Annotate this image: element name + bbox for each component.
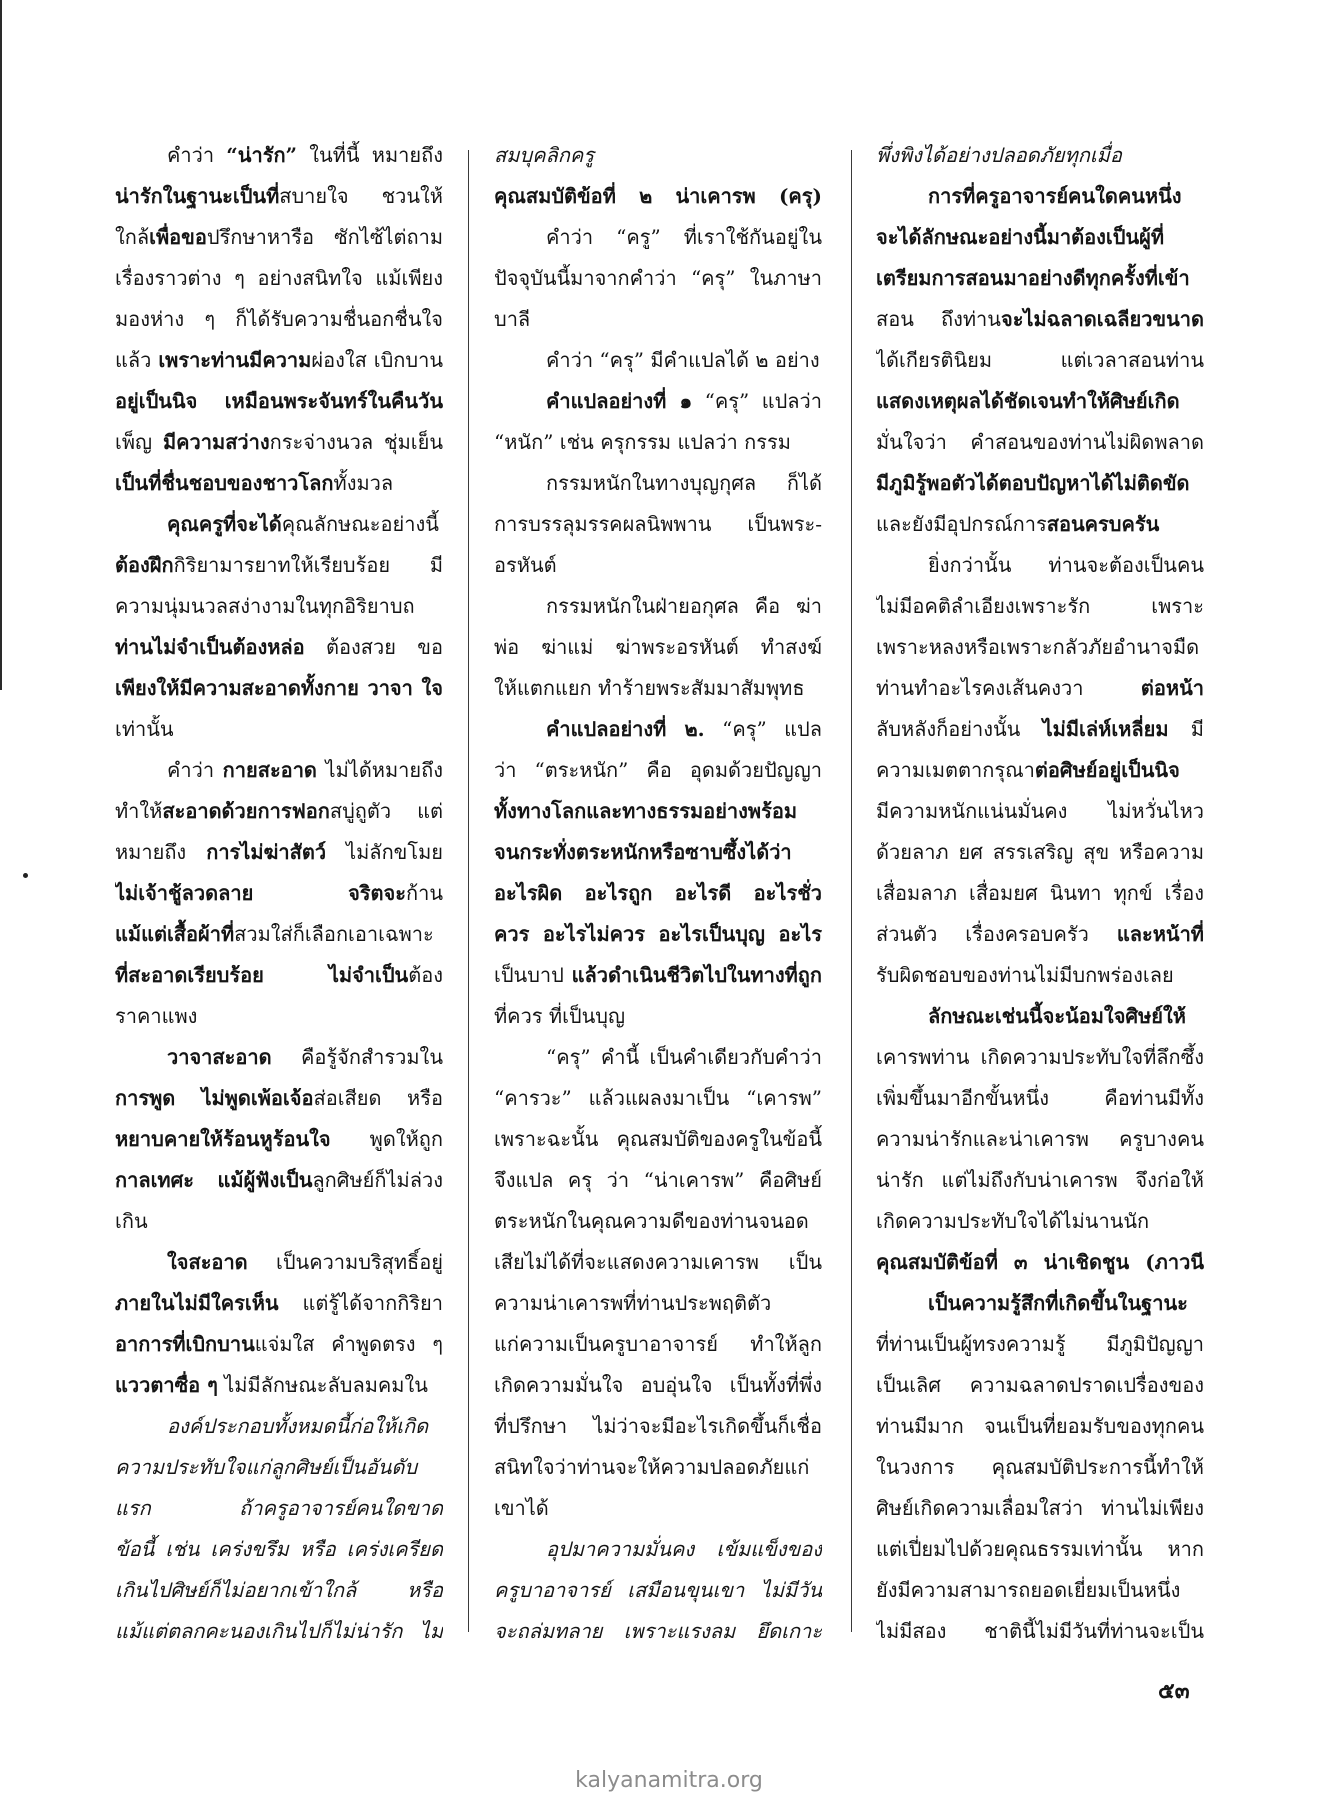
text-run: ความเมตตากรุณา bbox=[876, 758, 1035, 782]
text-line bbox=[876, 1406, 1204, 1447]
text-run: ที่ควร ที่เป็นบุญ bbox=[494, 1004, 626, 1028]
text-line bbox=[876, 1324, 1204, 1365]
text-line bbox=[876, 1160, 1204, 1201]
text-line bbox=[494, 1242, 822, 1283]
text-line bbox=[115, 586, 443, 627]
watermark-text: kalyanamitra.org bbox=[575, 1768, 763, 1793]
text-run: ให้แตกแยก ทำร้ายพระสัมมาสัมพุทธ bbox=[494, 676, 805, 700]
bold-text-run: มีความสว่าง bbox=[162, 430, 270, 454]
bold-text-run: คำแปลอย่างที่ ๑ bbox=[546, 389, 693, 413]
text-line bbox=[494, 135, 822, 176]
text-run: ในวงการ คุณสมบัติประการนี้ทำให้ bbox=[876, 1455, 1204, 1479]
bold-text-run: สะอาดด้วยการฟอก bbox=[162, 799, 330, 823]
text-run: ด้วยลาภ ยศ สรรเสริญ สุข หรือความ bbox=[876, 840, 1204, 864]
paragraph bbox=[494, 340, 822, 381]
text-run: กรรมหนักในฝ่ายอกุศล คือ ฆ่า bbox=[546, 594, 822, 618]
bold-text-run: แสดงเหตุผลได้ชัดเจนทำให้ศิษย์เกิด bbox=[876, 389, 1180, 413]
bold-text-run: ภายในไม่มีใครเห็น bbox=[115, 1291, 279, 1315]
text-run: เกิดความประทับใจได้ไม่นานนัก bbox=[876, 1209, 1150, 1233]
text-run: ทั้งมวล bbox=[333, 471, 394, 495]
text-run: เสื่อมลาภ เสื่อมยศ นินทา ทุกข์ เรื่อง bbox=[876, 881, 1204, 905]
text-line bbox=[494, 914, 822, 955]
text-column-middle bbox=[494, 135, 822, 1652]
text-line bbox=[115, 1529, 443, 1570]
text-line bbox=[494, 381, 822, 422]
italic-text-run: จะถล่มทลาย เพราะแรงลม ยึดเกาะ bbox=[494, 1619, 822, 1643]
italic-text-run: เกินไปศิษย์ก็ไม่อยากเข้าใกล้ หรือ bbox=[115, 1578, 443, 1602]
paragraph bbox=[115, 504, 443, 750]
text-run: คือรู้จักสำรวมใน bbox=[271, 1045, 443, 1069]
bold-text-run: คุณสมบัติข้อที่ ๓ น่าเชิดชูน (ภาวนี bbox=[876, 1250, 1204, 1274]
text-line bbox=[494, 1160, 822, 1201]
bold-text-run: วาจาสะอาด bbox=[167, 1045, 272, 1069]
text-run: ส่อเสียด หรือ bbox=[313, 1086, 443, 1110]
text-run: คำว่า bbox=[167, 758, 223, 782]
text-line bbox=[494, 750, 822, 791]
text-line bbox=[494, 1283, 822, 1324]
paragraph bbox=[494, 381, 822, 463]
text-line bbox=[876, 545, 1204, 586]
text-run: ลับหลังก็อย่างนั้น bbox=[876, 717, 1043, 741]
text-line bbox=[876, 750, 1204, 791]
text-run: ไม่มีอคติลำเอียงเพราะรัก เพราะ bbox=[876, 594, 1204, 618]
text-line bbox=[494, 1201, 822, 1242]
bold-text-run: สอนครบครัน bbox=[1046, 512, 1160, 536]
text-line bbox=[494, 1037, 822, 1078]
bold-text-run: อะไรผิด อะไรถูก อะไรดี อะไรชั่ว bbox=[494, 881, 822, 905]
text-run: ที่ปรึกษา ไม่ว่าจะมีอะไรเกิดขึ้นก็เชื่อ bbox=[494, 1414, 822, 1438]
text-line bbox=[876, 1119, 1204, 1160]
text-line bbox=[876, 217, 1204, 258]
text-line bbox=[115, 463, 443, 504]
text-line bbox=[494, 627, 822, 668]
text-line bbox=[876, 627, 1204, 668]
bold-text-run: อยู่เป็นนิจ เหมือนพระจันทร์ในคืนวัน bbox=[115, 389, 443, 413]
paragraph bbox=[494, 709, 822, 1037]
text-run: ต้อง bbox=[408, 963, 443, 987]
text-run: ปรึกษาหารือ ซักไซ้ไต่ถาม bbox=[206, 225, 443, 249]
text-line bbox=[494, 1611, 822, 1652]
text-line bbox=[494, 709, 822, 750]
text-run: มองห่าง ๆ ก็ได้รับความชื่นอกชื่นใจ bbox=[115, 307, 443, 331]
text-line bbox=[494, 1570, 822, 1611]
bold-text-run: จนกระทั่งตระหนักหรือซาบซึ้งได้ว่า bbox=[494, 840, 792, 864]
text-run: ความน่ารักและน่าเคารพ ครูบางคน bbox=[876, 1127, 1204, 1151]
text-run: ใกล้ bbox=[115, 225, 150, 249]
text-run: กระจ่างนวล ชุ่มเย็น bbox=[269, 430, 443, 454]
paragraph bbox=[876, 176, 1204, 545]
text-run: พูดให้ถูก bbox=[330, 1127, 443, 1151]
text-run: แล้ว bbox=[115, 348, 159, 372]
paragraph bbox=[115, 1406, 443, 1652]
text-line bbox=[494, 463, 822, 504]
text-line bbox=[115, 873, 443, 914]
scan-speck bbox=[23, 873, 28, 878]
text-run: ยังมีความสามารถยอดเยี่ยมเป็นหนึ่ง bbox=[876, 1578, 1181, 1602]
text-run: ส่วนตัว เรื่องครอบครัว bbox=[876, 922, 1117, 946]
text-line bbox=[115, 1447, 443, 1488]
text-line bbox=[876, 504, 1204, 545]
text-line bbox=[115, 1078, 443, 1119]
text-run: ไม่มีลักษณะลับลมคมใน bbox=[217, 1373, 428, 1397]
paragraph bbox=[876, 545, 1204, 996]
section-heading bbox=[494, 176, 822, 217]
text-line bbox=[876, 1201, 1204, 1242]
text-line bbox=[494, 955, 822, 996]
text-line bbox=[115, 422, 443, 463]
page-number: ๕๓ bbox=[1158, 1678, 1190, 1704]
text-run: ปัจจุบันนี้มาจากคำว่า “ครุ” ในภาษา bbox=[494, 266, 822, 290]
bold-text-run: ใจสะอาด bbox=[167, 1250, 248, 1274]
text-run: หมายถึง bbox=[115, 840, 207, 864]
text-run: เคารพท่าน เกิดความประทับใจที่ลึกซึ้ง bbox=[876, 1045, 1204, 1069]
text-line bbox=[115, 668, 443, 709]
text-line bbox=[115, 545, 443, 586]
text-run: ความนุ่มนวลสง่างามในทุกอิริยาบถ bbox=[115, 594, 415, 618]
text-run: เกิน bbox=[115, 1209, 148, 1233]
text-line bbox=[115, 955, 443, 996]
text-line bbox=[494, 258, 822, 299]
text-run: เพราะหลงหรือเพราะกลัวภัยอำนาจมืด bbox=[876, 635, 1200, 659]
text-run: สนิทใจว่าท่านจะให้ความปลอดภัยแก่ bbox=[494, 1455, 810, 1479]
bold-text-run: ไม่มีเล่ห์เหลี่ยม bbox=[1042, 717, 1169, 741]
text-run: ท่านทำอะไรคงเส้นคงวา bbox=[876, 676, 1141, 700]
text-line bbox=[115, 914, 443, 955]
bold-text-run: คุณครูที่จะได้ bbox=[167, 512, 282, 536]
text-line bbox=[115, 135, 443, 176]
bold-text-run: ต่อหน้า bbox=[1140, 676, 1204, 700]
bold-text-run: การที่ครูอาจารย์คนใดคนหนึ่ง bbox=[928, 184, 1182, 208]
text-run: แก่ความเป็นครูบาอาจารย์ ทำให้ลูก bbox=[494, 1332, 822, 1356]
text-line bbox=[876, 176, 1204, 217]
text-line bbox=[494, 1119, 822, 1160]
text-line bbox=[115, 1570, 443, 1611]
text-run: ในที่นี้ หมายถึง bbox=[297, 143, 443, 167]
text-run: เกิดความมั่นใจ อบอุ่นใจ เป็นทั้งที่พึ่ง bbox=[494, 1373, 822, 1397]
text-run: รับผิดชอบของท่านไม่มีบกพร่องเลย bbox=[876, 963, 1174, 987]
text-line bbox=[494, 1324, 822, 1365]
bold-text-run: จะได้ลักษณะอย่างนี้มาต้องเป็นผู้ที่ bbox=[876, 225, 1165, 249]
text-run: เท่านั้น bbox=[115, 717, 174, 741]
text-run: ศิษย์เกิดความเลื่อมใสว่า ท่านไม่เพียง bbox=[876, 1496, 1204, 1520]
text-line bbox=[876, 1365, 1204, 1406]
text-line bbox=[115, 1406, 443, 1447]
text-line bbox=[115, 1242, 443, 1283]
text-line bbox=[876, 955, 1204, 996]
paragraph bbox=[876, 135, 1204, 176]
text-line bbox=[494, 668, 822, 709]
bold-text-run: เป็นที่ชื่นชอบของชาวโลก bbox=[115, 471, 334, 495]
text-run: เขาได้ bbox=[494, 1496, 549, 1520]
text-line bbox=[876, 422, 1204, 463]
text-line bbox=[115, 299, 443, 340]
text-run: ไม่มีสอง ชาตินี้ไม่มีวันที่ท่านจะเป็น bbox=[876, 1619, 1204, 1643]
italic-text-run: แม้แต่ตลกคะนองเกินไปก็ไม่น่ารัก ไม่ bbox=[115, 1619, 443, 1643]
text-run: ยิ่งกว่านั้น ท่านจะต้องเป็นคน bbox=[928, 553, 1204, 577]
bold-text-run: แล้วดำเนินชีวิตไปในทางที่ถูก bbox=[571, 963, 822, 987]
text-line bbox=[876, 381, 1204, 422]
text-run: เพ็ญ bbox=[115, 430, 163, 454]
text-line bbox=[115, 176, 443, 217]
bold-text-run: การพูด ไม่พูดเพ้อเจ้อ bbox=[115, 1086, 314, 1110]
text-run: เป็นความบริสุทธิ์อยู่ bbox=[247, 1250, 443, 1274]
text-line bbox=[876, 1447, 1204, 1488]
paragraph bbox=[115, 1037, 443, 1242]
text-run: ตระหนักในคุณความดีของท่านจนอด bbox=[494, 1209, 809, 1233]
text-run: คำว่า “ครู” ที่เราใช้กันอยู่ใน bbox=[546, 225, 822, 249]
text-line bbox=[115, 1365, 443, 1406]
paragraph bbox=[115, 750, 443, 1037]
text-line bbox=[876, 709, 1204, 750]
text-line bbox=[494, 586, 822, 627]
paragraph bbox=[494, 135, 822, 176]
text-run: พ่อ ฆ่าแม่ ฆ่าพระอรหันต์ ทำสงฆ์ bbox=[494, 635, 822, 659]
text-line bbox=[115, 217, 443, 258]
text-line bbox=[876, 340, 1204, 381]
bold-text-run: มีภูมิรู้พอตัวได้ตอบปัญหาได้ไม่ติดขัด bbox=[876, 471, 1190, 495]
text-line bbox=[494, 791, 822, 832]
column-divider bbox=[851, 150, 852, 1632]
text-run: ลูกศิษย์ก็ไม่ล่วง bbox=[312, 1168, 443, 1192]
bold-text-run: เพียงให้มีความสะอาดทั้งกาย วาจา ใจ bbox=[115, 676, 443, 700]
text-run: น่ารัก แต่ไม่ถึงกับน่าเคารพ จึงก่อให้ bbox=[876, 1168, 1204, 1192]
text-line bbox=[876, 463, 1204, 504]
text-run: สอน ถึงท่าน bbox=[876, 307, 1001, 331]
bold-text-run: กาลเทศะ แม้ผู้ฟังเป็น bbox=[115, 1168, 313, 1192]
text-line bbox=[115, 1201, 443, 1242]
text-run: “หนัก” เช่น ครุกรรม แปลว่า กรรม bbox=[494, 430, 791, 454]
bold-text-run: น่ารักในฐานะเป็นที่ bbox=[115, 184, 280, 208]
text-run: คำว่า bbox=[167, 143, 227, 167]
text-line bbox=[115, 1283, 443, 1324]
text-run: คุณลักษณะอย่างนี้ bbox=[281, 512, 439, 536]
text-run: เพราะฉะนั้น คุณสมบัติของครูในข้อนี้ bbox=[494, 1127, 822, 1151]
bold-text-run: เพื่อขอ bbox=[149, 225, 207, 249]
text-line bbox=[876, 299, 1204, 340]
text-run: ว่า “ตระหนัก” คือ อุดมด้วยปัญญา bbox=[494, 758, 822, 782]
bold-text-run: อาการที่เบิกบาน bbox=[115, 1332, 255, 1356]
text-run: มี bbox=[1168, 717, 1204, 741]
text-line bbox=[115, 1037, 443, 1078]
column-divider bbox=[468, 150, 469, 1632]
text-run: อรหันต์ bbox=[494, 553, 557, 577]
text-run: แต่เปี่ยมไปด้วยคุณธรรมเท่านั้น หาก bbox=[876, 1537, 1204, 1561]
text-line bbox=[115, 996, 443, 1037]
paragraph bbox=[876, 1283, 1204, 1652]
text-run: กรรมหนักในทางบุญกุศล ก็ได้ bbox=[546, 471, 822, 495]
paragraph bbox=[494, 1037, 822, 1529]
bold-text-run: ท่านไม่จำเป็นต้องหล่อ bbox=[115, 635, 305, 659]
text-line bbox=[876, 1529, 1204, 1570]
text-line bbox=[115, 1611, 443, 1652]
text-line bbox=[115, 1119, 443, 1160]
text-run: ผ่องใส เบิกบาน bbox=[311, 348, 443, 372]
text-run: กิริยามารยาทให้เรียบร้อย มี bbox=[173, 553, 443, 577]
bold-text-run: เพราะท่านมีความ bbox=[158, 348, 312, 372]
bold-text-run: คำแปลอย่างที่ ๒. bbox=[546, 717, 705, 741]
italic-text-run: ความประทับใจแก่ลูกศิษย์เป็นอันดับ bbox=[115, 1455, 418, 1479]
text-run: ไม่ลักขโมย bbox=[326, 840, 443, 864]
text-run: มีความหนักแน่นมั่นคง ไม่หวั่นไหว bbox=[876, 799, 1204, 823]
text-line bbox=[876, 1037, 1204, 1078]
bold-text-run: ควร อะไรไม่ควร อะไรเป็นบุญ อะไร bbox=[494, 922, 822, 946]
text-line bbox=[494, 299, 822, 340]
text-line bbox=[876, 791, 1204, 832]
text-line bbox=[115, 258, 443, 299]
text-line bbox=[115, 1324, 443, 1365]
text-line bbox=[876, 1611, 1204, 1652]
text-line bbox=[115, 832, 443, 873]
text-run: “ครุ” แปล bbox=[704, 717, 822, 741]
text-run: แจ่มใส คำพูดตรง ๆ bbox=[254, 1332, 443, 1356]
text-line bbox=[115, 791, 443, 832]
text-run: มั่นใจว่า คำสอนของท่านไม่ผิดพลาด bbox=[876, 430, 1204, 454]
text-run: สวมใส่ก็เลือกเอาเฉพาะ bbox=[234, 922, 434, 946]
italic-text-run: สมบุคลิกครู bbox=[494, 143, 594, 167]
bold-text-run: ต่อศิษย์อยู่เป็นนิจ bbox=[1034, 758, 1180, 782]
text-line bbox=[876, 1078, 1204, 1119]
text-line bbox=[876, 586, 1204, 627]
text-run: การบรรลุมรรคผลนิพพาน เป็นพระ- bbox=[494, 512, 822, 536]
text-run: เรื่องราวต่าง ๆ อย่างสนิทใจ แม้เพียง bbox=[115, 266, 443, 290]
text-line bbox=[876, 873, 1204, 914]
text-line bbox=[876, 832, 1204, 873]
text-run: “คารวะ” แล้วแผลงมาเป็น “เคารพ” bbox=[494, 1086, 822, 1110]
paragraph bbox=[494, 463, 822, 586]
scan-edge-line bbox=[0, 0, 2, 690]
bold-text-run: กายสะอาด bbox=[222, 758, 317, 782]
bold-text-run: จะไม่ฉลาดเฉลียวขนาด bbox=[1000, 307, 1204, 331]
bold-text-run: ไม่เจ้าชู้ลวดลาย จริตจะ bbox=[115, 881, 406, 905]
bold-text-run: เป็นความรู้สึกที่เกิดขึ้นในฐานะ bbox=[928, 1291, 1188, 1315]
text-line bbox=[115, 340, 443, 381]
text-line bbox=[876, 1283, 1204, 1324]
text-line bbox=[876, 1570, 1204, 1611]
text-run: เป็นเลิศ ความฉลาดปราดเปรื่องของ bbox=[876, 1373, 1204, 1397]
text-run: เป็นบาป bbox=[494, 963, 572, 987]
text-run: ต้องสวย ขอ bbox=[304, 635, 443, 659]
text-line bbox=[876, 258, 1204, 299]
paragraph bbox=[494, 586, 822, 709]
text-run: ที่ท่านเป็นผู้ทรงความรู้ มีภูมิปัญญา bbox=[876, 1332, 1204, 1356]
text-line bbox=[494, 504, 822, 545]
text-run: ก้าน bbox=[405, 881, 443, 905]
text-run: และยังมีอุปกรณ์การ bbox=[876, 512, 1047, 536]
bold-text-run: และหน้าที่ bbox=[1116, 922, 1204, 946]
text-line bbox=[494, 1529, 822, 1570]
text-line bbox=[494, 1406, 822, 1447]
text-line bbox=[876, 914, 1204, 955]
text-run: เสียไม่ได้ที่จะแสดงความเคารพ เป็น bbox=[494, 1250, 822, 1274]
text-run: แต่รู้ได้จากกิริยา bbox=[278, 1291, 443, 1315]
text-run: บาลี bbox=[494, 307, 531, 331]
text-line bbox=[494, 1488, 822, 1529]
text-run: จึงแปล ครุ ว่า “น่าเคารพ” คือศิษย์ bbox=[494, 1168, 822, 1192]
italic-text-run: องค์ประกอบทั้งหมดนี้ก่อให้เกิด bbox=[167, 1414, 429, 1438]
paragraph bbox=[115, 135, 443, 504]
italic-text-run: แรก ถ้าครูอาจารย์คนใดขาด bbox=[115, 1496, 443, 1520]
text-line bbox=[115, 627, 443, 668]
bold-text-run: ต้องฝึก bbox=[115, 553, 174, 577]
text-run: ท่านมีมาก จนเป็นที่ยอมรับของทุกคน bbox=[876, 1414, 1204, 1438]
bold-text-run: ลักษณะเช่นนี้จะน้อมใจศิษย์ให้ bbox=[928, 1004, 1186, 1028]
paragraph bbox=[115, 1242, 443, 1406]
bold-text-run: คุณสมบัติข้อที่ ๒ น่าเคารพ (ครุ) bbox=[494, 184, 822, 208]
bold-text-run: การไม่ฆ่าสัตว์ bbox=[206, 840, 327, 864]
paragraph bbox=[494, 1529, 822, 1652]
text-line bbox=[494, 996, 822, 1037]
bold-text-run: หยาบคายให้ร้อนหูร้อนใจ bbox=[115, 1127, 331, 1151]
text-line bbox=[494, 340, 822, 381]
text-line bbox=[115, 381, 443, 422]
text-line bbox=[494, 832, 822, 873]
text-line bbox=[876, 996, 1204, 1037]
text-line bbox=[494, 1365, 822, 1406]
text-run: สบู่ถูตัว แต่ bbox=[329, 799, 443, 823]
text-run: “ครุ” คำนี้ เป็นคำเดียวกับคำว่า bbox=[546, 1045, 822, 1069]
section-heading bbox=[876, 1242, 1204, 1283]
text-line bbox=[876, 668, 1204, 709]
text-line bbox=[876, 1242, 1204, 1283]
text-line bbox=[494, 217, 822, 258]
text-line bbox=[494, 422, 822, 463]
bold-text-run: ทั้งทางโลกและทางธรรมอย่างพร้อม bbox=[494, 799, 798, 823]
text-line bbox=[115, 750, 443, 791]
text-line bbox=[494, 1447, 822, 1488]
text-line bbox=[494, 1078, 822, 1119]
italic-text-run: ครูบาอาจารย์ เสมือนขุนเขา ไม่มีวัน bbox=[494, 1578, 822, 1602]
text-run: คำว่า “ครุ” มีคำแปลได้ ๒ อย่าง bbox=[546, 348, 820, 372]
text-line bbox=[494, 176, 822, 217]
text-run: ได้เกียรตินิยม แต่เวลาสอนท่าน bbox=[876, 348, 1204, 372]
text-column-left bbox=[115, 135, 443, 1652]
text-line bbox=[494, 873, 822, 914]
italic-text-run: ข้อนี้ เช่น เคร่งขรึม หรือ เคร่งเครียด bbox=[115, 1537, 443, 1561]
text-line bbox=[494, 545, 822, 586]
text-run: เพิ่มขึ้นมาอีกขั้นหนึ่ง คือท่านมีทั้ง bbox=[876, 1086, 1204, 1110]
paragraph bbox=[876, 996, 1204, 1242]
bold-text-run: เตรียมการสอนมาอย่างดีทุกครั้งที่เข้า bbox=[876, 266, 1190, 290]
text-line bbox=[876, 135, 1204, 176]
text-run: ราคาแพง bbox=[115, 1004, 198, 1028]
bold-text-run: ที่สะอาดเรียบร้อย ไม่จำเป็น bbox=[115, 963, 409, 987]
text-line bbox=[115, 1160, 443, 1201]
text-line bbox=[115, 504, 443, 545]
italic-text-run: พึ่งพิงได้อย่างปลอดภัยทุกเมื่อ bbox=[876, 143, 1122, 167]
bold-text-run: แม้แต่เสื้อผ้าที่ bbox=[115, 922, 235, 946]
bold-text-run: “น่ารัก” bbox=[226, 143, 298, 167]
text-run: ทำให้ bbox=[115, 799, 163, 823]
paragraph bbox=[494, 217, 822, 340]
text-line bbox=[115, 709, 443, 750]
text-line bbox=[876, 1488, 1204, 1529]
text-run: ความน่าเคารพที่ท่านประพฤติตัว bbox=[494, 1291, 772, 1315]
text-line bbox=[115, 1488, 443, 1529]
text-run: สบายใจ ชวนให้ bbox=[279, 184, 443, 208]
text-run: ไม่ได้หมายถึง bbox=[316, 758, 443, 782]
text-column-right bbox=[876, 135, 1204, 1652]
bold-text-run: แววตาซื่อ ๆ bbox=[115, 1373, 218, 1397]
text-run: “ครุ” แปลว่า bbox=[692, 389, 822, 413]
italic-text-run: อุปมาความมั่นคง เข้มแข็งของ bbox=[546, 1537, 822, 1561]
